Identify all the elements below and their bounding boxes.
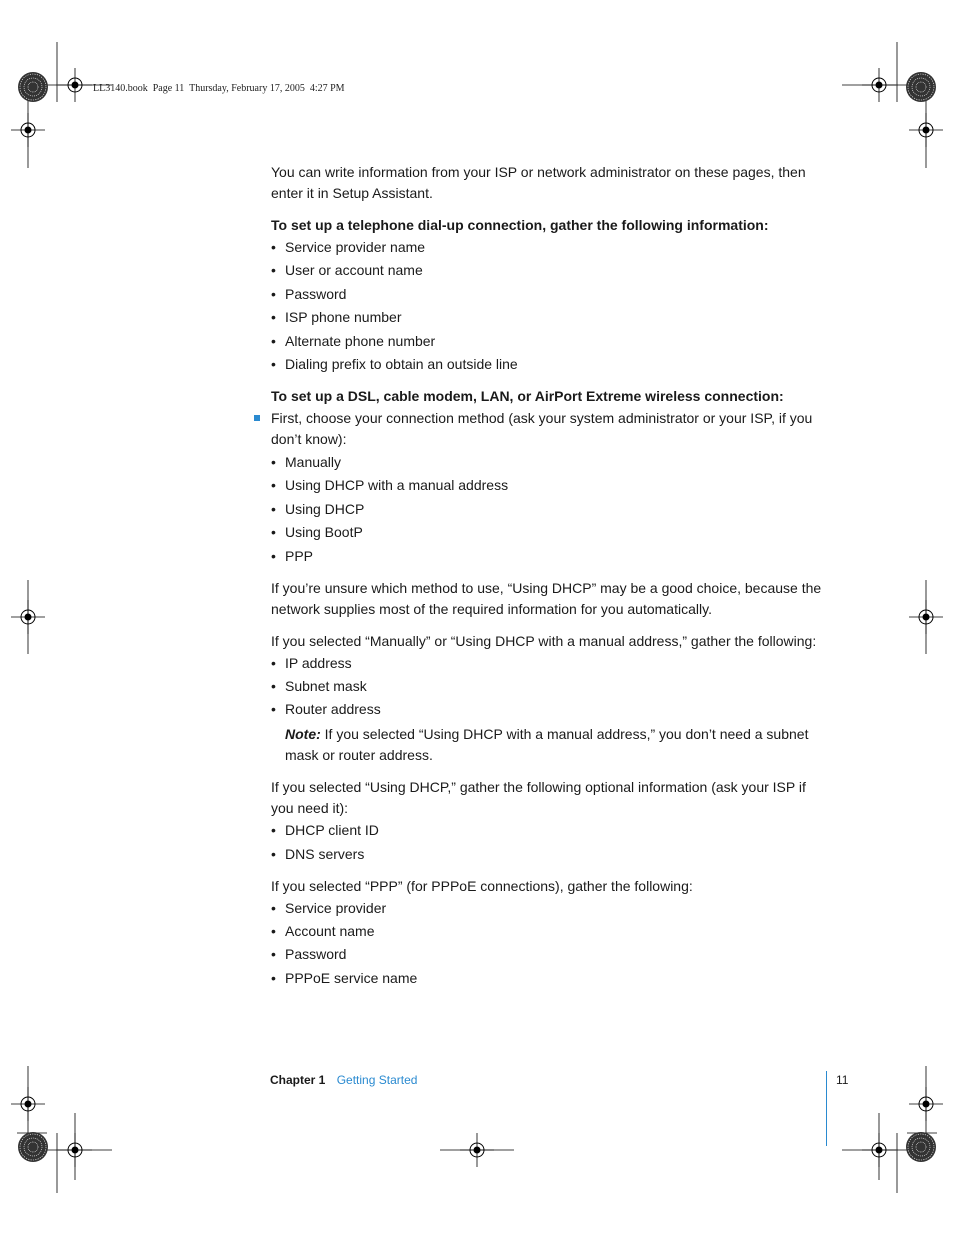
list-item: • Password	[271, 284, 831, 305]
list-item: • ISP phone number	[271, 307, 831, 328]
list-item: • PPP	[271, 546, 831, 567]
list-item: • Manually	[271, 452, 831, 473]
footer-chapter: Chapter 1	[270, 1073, 326, 1087]
step-item	[271, 408, 831, 450]
list-item: • Subnet mask	[271, 676, 831, 697]
dhcp-list	[271, 820, 831, 864]
ppp-intro: If you selected “PPP” (for PPPoE connections), gather the following:	[271, 877, 693, 894]
page-content	[271, 162, 831, 1000]
list-item: • User or account name	[271, 260, 831, 281]
list-item: • IP address	[271, 653, 831, 674]
list-item: • Account name	[271, 921, 831, 942]
unsure-paragraph: If you’re unsure which method to use, “Using DHCP” may be a good choice, because the network supplies most of the required information for you automatically.	[271, 579, 822, 617]
list-item: • Dialing prefix to obtain an outside line	[271, 354, 831, 375]
step-text: First, choose your connection method (ask your system administrator or your ISP, if you don’t know):	[271, 409, 813, 447]
list-item: • Alternate phone number	[271, 331, 831, 352]
note-label: Note:	[285, 726, 321, 743]
manual-list	[271, 653, 831, 721]
dhcp-intro: If you selected “Using DHCP,” gather the following optional information (ask your ISP if you need it):	[271, 779, 806, 817]
footer-chapter-title: Getting Started	[336, 1073, 418, 1087]
page-number: 11	[836, 1073, 849, 1087]
list-item: • Using DHCP with a manual address	[271, 475, 831, 496]
list-item: • DNS servers	[271, 844, 831, 865]
square-bullet-icon	[254, 415, 260, 421]
list-item: • PPPoE service name	[271, 968, 831, 989]
dialup-list	[271, 237, 831, 375]
list-item: • Using DHCP	[271, 499, 831, 520]
list-item: • Service provider	[271, 898, 831, 919]
page-footer	[270, 1073, 417, 1087]
print-slug: LL3140.book Page 11 Thursday, February 17, 2005 4:27 PM	[93, 83, 345, 94]
list-item: • Router address	[271, 699, 831, 720]
list-item: • Password	[271, 944, 831, 965]
note	[285, 724, 831, 766]
footer-divider	[826, 1071, 827, 1146]
intro-paragraph: You can write information from your ISP or network administrator on these pages, then enter it in Setup Assistant.	[271, 164, 806, 201]
manual-intro: If you selected “Manually” or “Using DHCP with a manual address,” gather the following:	[271, 632, 817, 649]
method-list	[271, 452, 831, 567]
dialup-heading: To set up a telephone dial-up connection, gather the following information:	[271, 217, 769, 233]
note-text: If you selected “Using DHCP with a manual address,” you don’t need a subnet mask or router address.	[285, 726, 809, 764]
list-item: • Service provider name	[271, 237, 831, 258]
list-item: • DHCP client ID	[271, 820, 831, 841]
ppp-list	[271, 898, 831, 989]
dsl-heading: To set up a DSL, cable modem, LAN, or AirPort Extreme wireless connection:	[271, 387, 784, 404]
list-item: • Using BootP	[271, 522, 831, 543]
